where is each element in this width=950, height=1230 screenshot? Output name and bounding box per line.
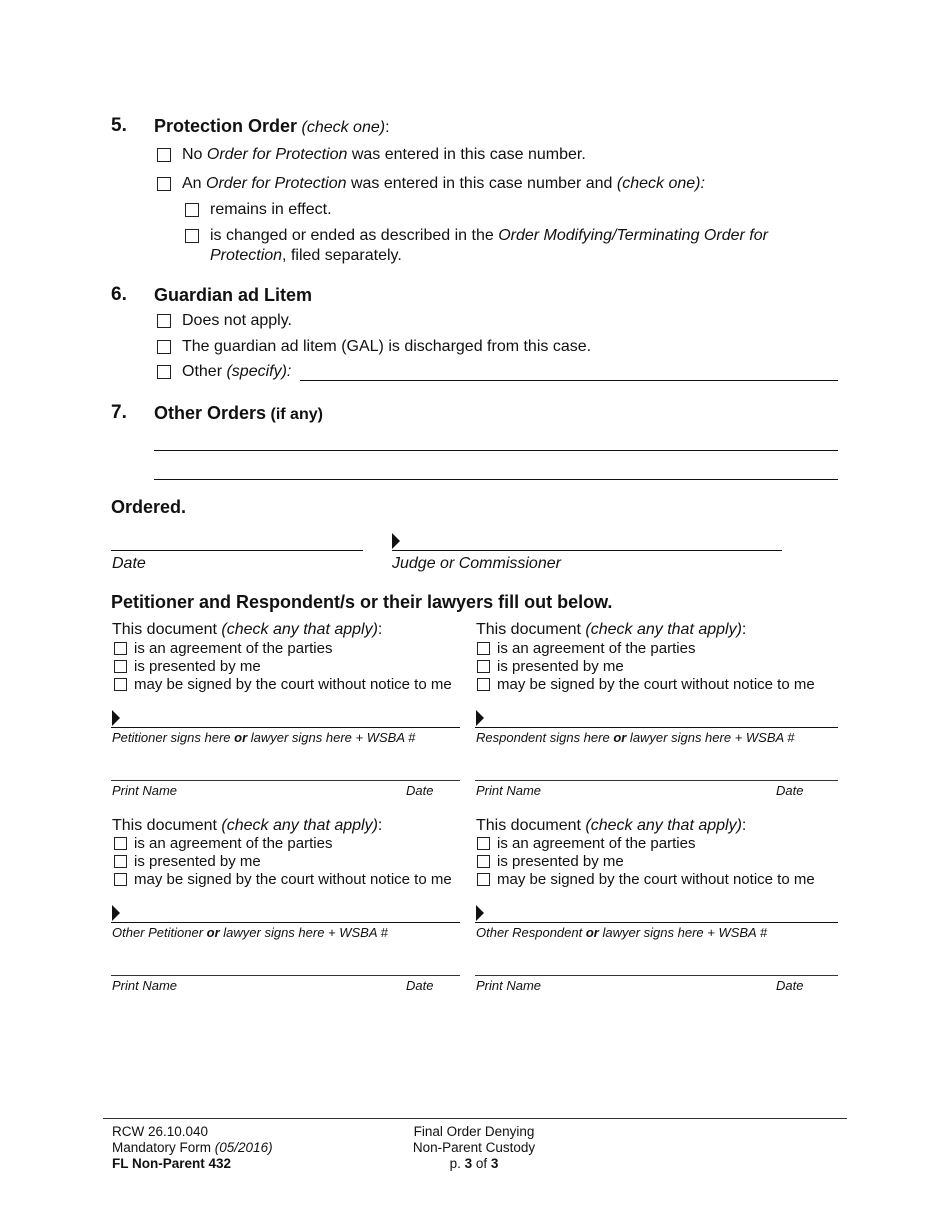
other-respondent-date-label: Date [776,978,804,993]
other-orders-line-2[interactable] [154,479,838,480]
petitioner-signature-caption: Petitioner signs here or lawyer signs here + WSBA # [112,730,416,745]
other-petitioner-date-label: Date [406,978,434,993]
section-7-title-note: (if any) [270,406,323,423]
other-respondent-print-name-label: Print Name [476,978,542,993]
other-respondent-sign-arrow-icon [476,905,484,921]
footer-title-2: Non-Parent Custody [412,1140,536,1155]
footer-page: p. 3 of 3 [449,1156,499,1171]
other-respondent-option-presented: is presented by me [497,853,624,870]
footer-title-1: Final Order Denying [413,1124,535,1139]
ordered-heading: Ordered. [111,497,187,517]
other-respondent-doc-heading: This document (check any that apply): [476,817,747,834]
petitioner-print-name-line[interactable] [111,780,460,781]
other-petitioner-checkbox-without-notice[interactable] [114,873,127,886]
other-orders-line-1[interactable] [154,450,838,451]
option-gal-does-not-apply: Does not apply. [182,312,292,329]
other-respondent-option-agreement: is an agreement of the parties [497,835,696,852]
other-petitioner-doc-heading: This document (check any that apply): [112,817,383,834]
option-remains-in-effect: remains in effect. [210,201,332,218]
footer-rcw: RCW 26.10.040 [112,1124,209,1139]
checkbox-changed-or-ended[interactable] [185,229,199,243]
other-respondent-option-without-notice: may be signed by the court without notice to me [497,871,815,888]
respondent-date-label: Date [776,783,804,798]
other-respondent-checkbox-agreement[interactable] [477,837,490,850]
option-gal-discharged: The guardian ad litem (GAL) is discharged from this case. [182,338,592,355]
other-petitioner-checkbox-agreement[interactable] [114,837,127,850]
petitioner-option-presented: is presented by me [134,658,261,675]
respondent-print-name-line[interactable] [475,780,838,781]
respondent-checkbox-presented[interactable] [477,660,490,673]
section-5-heading: Protection Order (check one): [154,116,390,136]
other-respondent-checkbox-without-notice[interactable] [477,873,490,886]
respondent-print-name-label: Print Name [476,783,542,798]
footer-mandatory-form: Mandatory Form (05/2016) [112,1140,273,1155]
respondent-doc-heading: This document (check any that apply): [476,621,747,638]
section-5-number: 5. [111,115,127,136]
other-respondent-checkbox-presented[interactable] [477,855,490,868]
respondent-signature-line[interactable] [475,727,838,728]
respondent-checkbox-agreement[interactable] [477,642,490,655]
other-petitioner-option-without-notice: may be signed by the court without notice to me [134,871,452,888]
respondent-option-agreement: is an agreement of the parties [497,640,696,657]
section-6-number: 6. [111,284,127,305]
checkbox-no-protection-order[interactable] [157,148,171,162]
checkbox-gal-discharged[interactable] [157,340,171,354]
respondent-checkbox-without-notice[interactable] [477,678,490,691]
petitioner-checkbox-agreement[interactable] [114,642,127,655]
section-6-title: Guardian ad Litem [154,285,313,305]
judge-sign-arrow-icon [392,533,400,549]
checkbox-remains-in-effect[interactable] [185,203,199,217]
petitioner-date-label: Date [406,783,434,798]
other-respondent-signature-caption: Other Respondent or lawyer signs here + WSBA # [476,925,768,940]
footer-center [374,1124,574,1172]
other-petitioner-checkbox-presented[interactable] [114,855,127,868]
parties-heading: Petitioner and Respondent/s or their lawyers fill out below. [111,592,613,612]
petitioner-option-without-notice: may be signed by the court without notice to me [134,676,452,693]
respondent-option-presented: is presented by me [497,658,624,675]
other-petitioner-sign-arrow-icon [112,905,120,921]
order-date-line[interactable] [111,550,363,551]
other-respondent-print-name-line[interactable] [475,975,838,976]
option-changed-or-ended: is changed or ended as described in the Order Modifying/Terminating Order for Protection, filed separately. [210,227,768,264]
option-no-protection-order: No Order for Protection was entered in this case number. [182,146,586,163]
option-gal-other: Other (specify): [182,363,292,380]
petitioner-sign-arrow-icon [112,710,120,726]
other-petitioner-print-name-line[interactable] [111,975,460,976]
section-7-title: Other Orders [154,403,267,423]
respondent-sign-arrow-icon [476,710,484,726]
footer-divider [103,1118,847,1119]
other-respondent-signature-line[interactable] [475,922,838,923]
petitioner-checkbox-without-notice[interactable] [114,678,127,691]
order-date-label: Date [112,555,146,572]
other-petitioner-signature-caption: Other Petitioner or lawyer signs here + WSBA # [112,925,388,940]
judge-label: Judge or Commissioner [392,555,561,572]
section-5-title: Protection Order [154,116,298,136]
footer-left [112,1124,273,1172]
other-petitioner-signature-line[interactable] [111,922,460,923]
respondent-option-without-notice: may be signed by the court without notice to me [497,676,815,693]
petitioner-checkbox-presented[interactable] [114,660,127,673]
petitioner-signature-line[interactable] [111,727,460,728]
other-petitioner-option-agreement: is an agreement of the parties [134,835,333,852]
option-protection-order-entered: An Order for Protection was entered in this case number and (check one): [182,175,705,192]
other-petitioner-print-name-label: Print Name [112,978,178,993]
section-7-heading [154,403,323,425]
section-7-number: 7. [111,402,127,423]
checkbox-gal-does-not-apply[interactable] [157,314,171,328]
checkbox-gal-other[interactable] [157,365,171,379]
other-petitioner-option-presented: is presented by me [134,853,261,870]
petitioner-print-name-label: Print Name [112,783,178,798]
footer-form-id: FL Non-Parent 432 [112,1156,232,1171]
petitioner-doc-heading: This document (check any that apply): [112,621,383,638]
petitioner-option-agreement: is an agreement of the parties [134,640,333,657]
gal-other-specify-line[interactable] [300,380,838,381]
respondent-signature-caption: Respondent signs here or lawyer signs here + WSBA # [476,730,795,745]
section-5-title-note: (check one) [301,119,386,136]
judge-signature-line[interactable] [392,550,782,551]
checkbox-protection-order-entered[interactable] [157,177,171,191]
